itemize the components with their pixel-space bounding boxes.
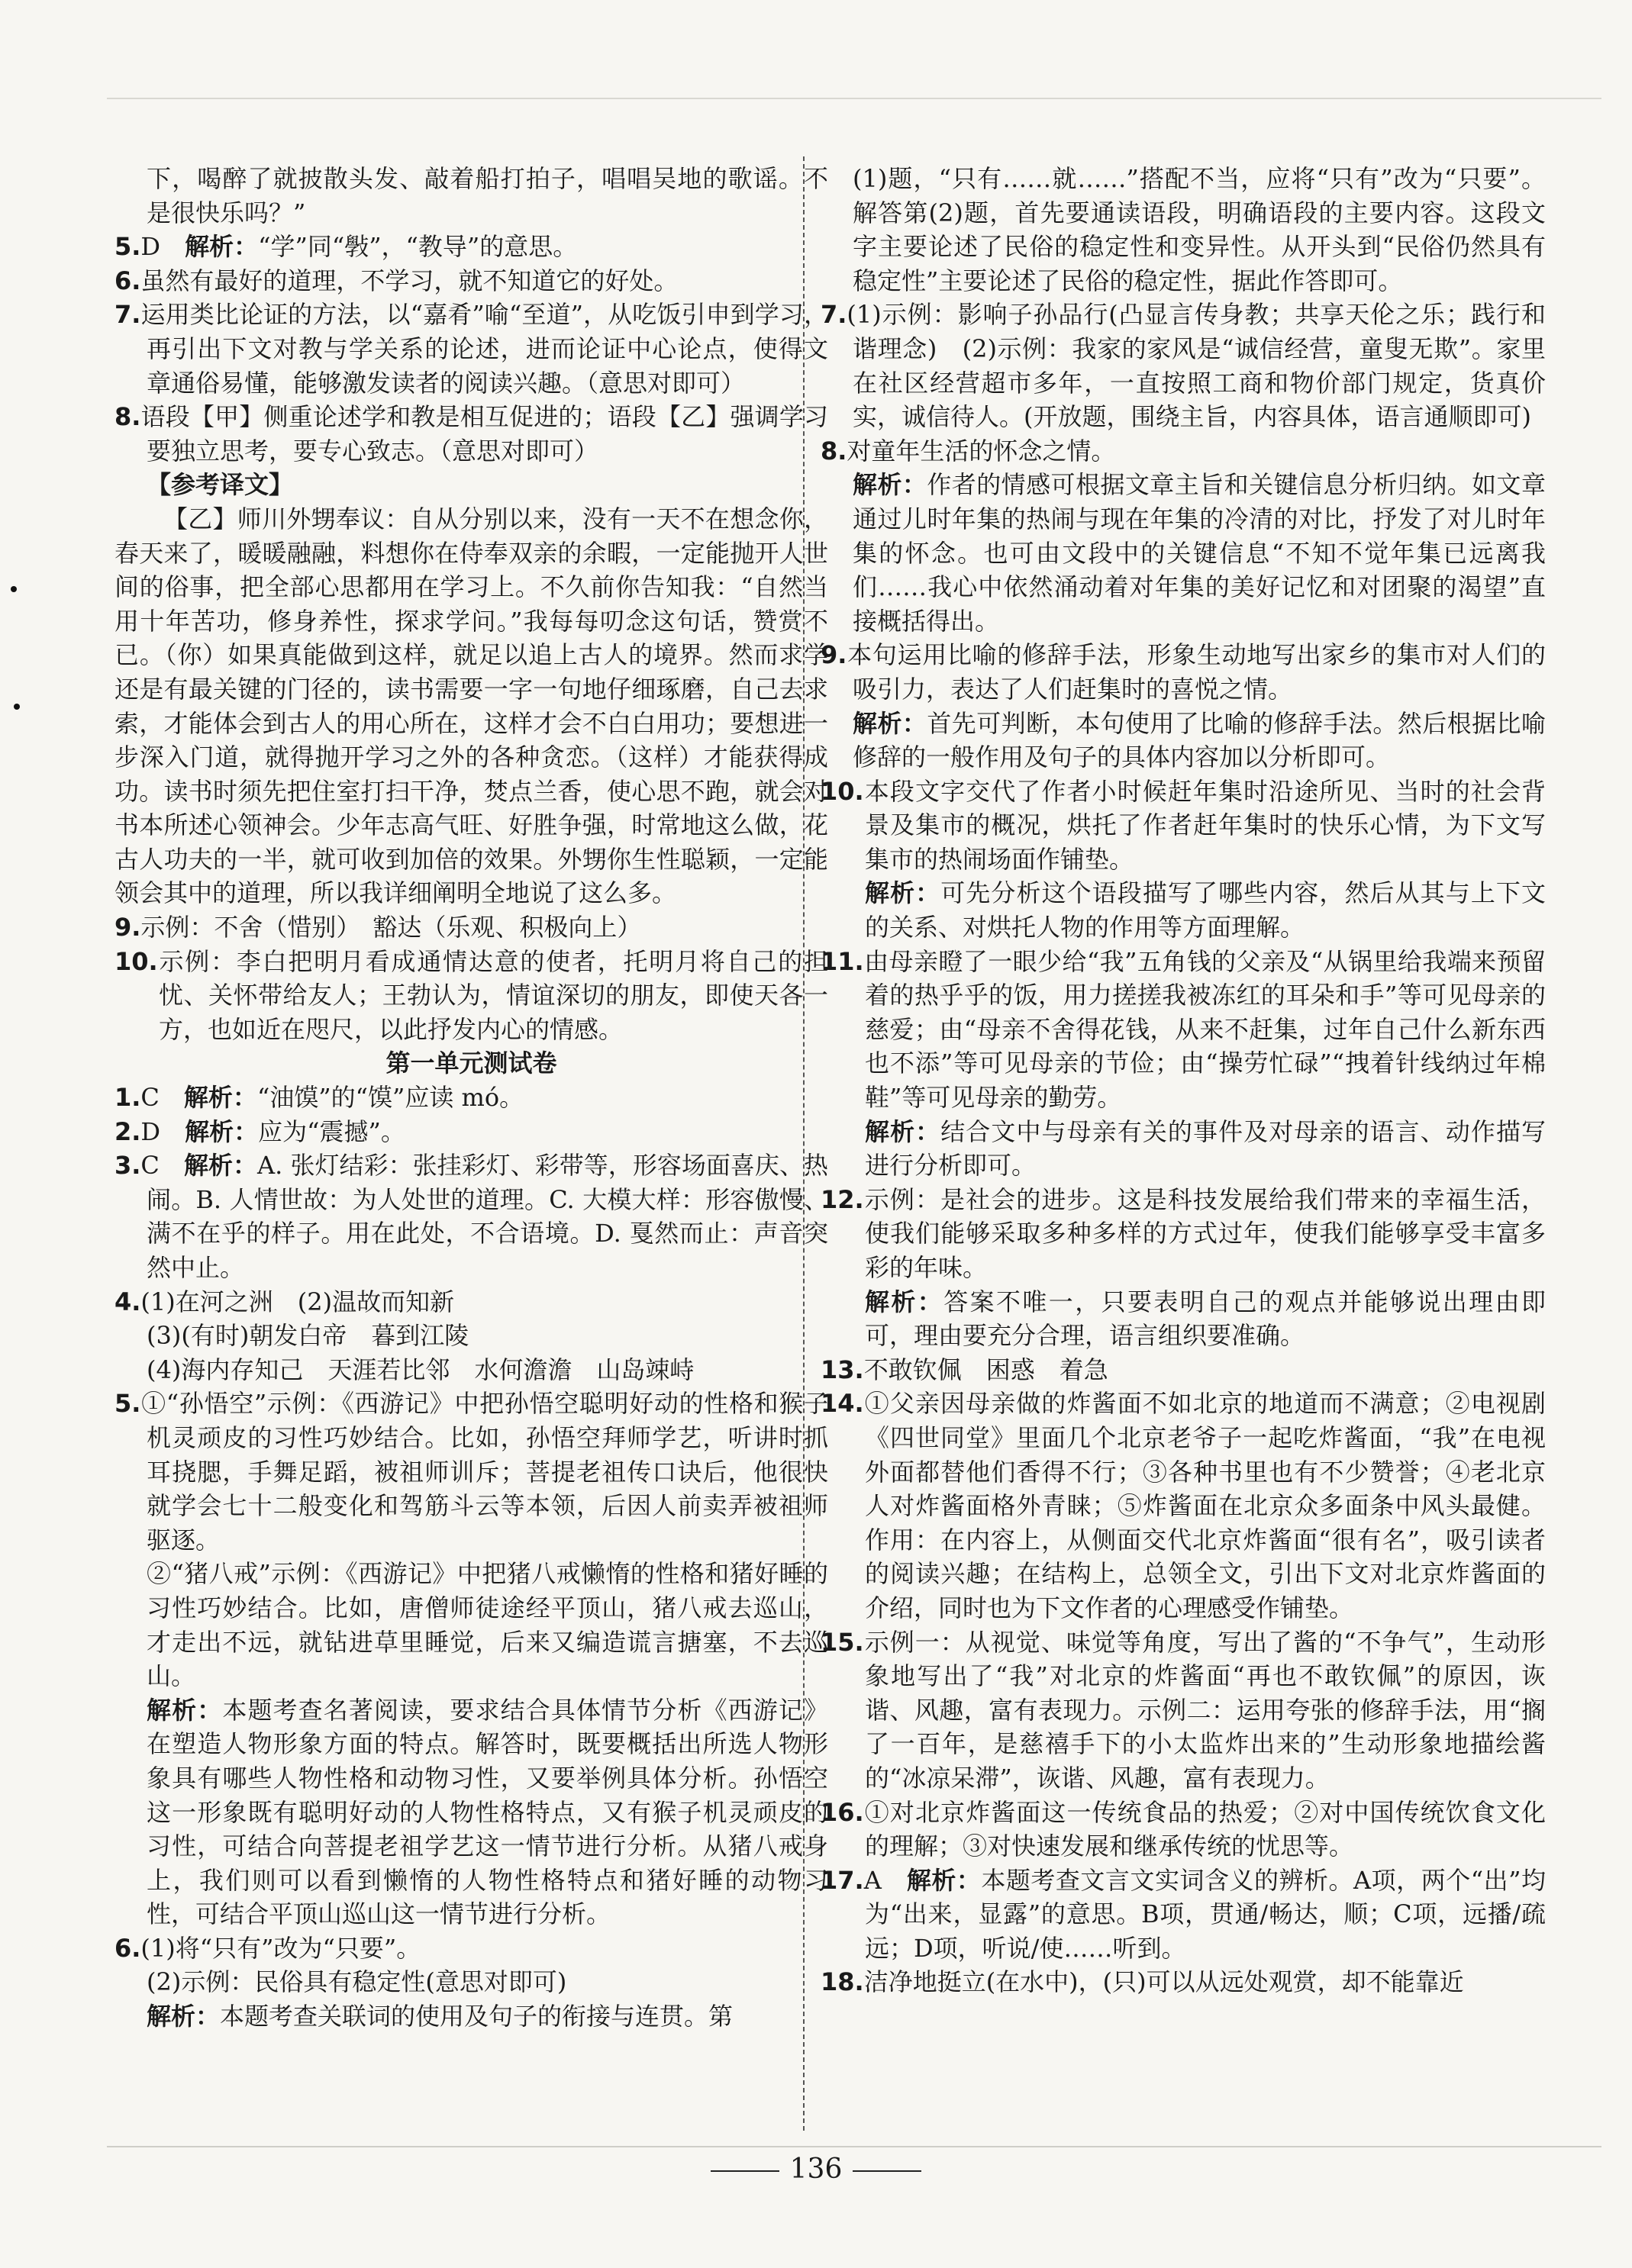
answer-text: 语段【甲】侧重论述学和教是相互促进的；语段【乙】强调学习要独立思考，要专心致志。（意思对即可） xyxy=(140,402,828,466)
page-number-text: 136 xyxy=(789,2154,843,2185)
answer-paragraph xyxy=(114,1115,828,1149)
footer-rule xyxy=(107,2146,1601,2147)
answer-paragraph xyxy=(821,434,1546,469)
answer-paragraph xyxy=(114,1353,828,1387)
answer-text: 由母亲瞪了一眼少给“我”五角钱的父亲及“从锅里给我端来预留着的热乎乎的饭，用力搓搓我被冻红的耳朵和手”等可见母亲的慈爱；由“母亲不舍得花钱，从来不赶集，过年自己什么新东西也不添”等可见母亲的节俭；由“操劳忙碌”“拽着针线纳过年棉鞋”等可见母亲的勤劳。 xyxy=(863,946,1546,1113)
answer-paragraph xyxy=(114,264,828,298)
answer-text: 示例：李白把明月看成通情达意的使者，托明月将自己的担忧、关怀带给友人；王勃认为，情谊深切的朋友，即使天各一方，也如近在咫尺，以此抒发内心的情感。 xyxy=(157,946,828,1044)
question-number: 4. xyxy=(114,1287,141,1316)
margin-mark xyxy=(14,704,20,710)
answer-paragraph xyxy=(821,1387,1546,1625)
analysis-text: “油馍”的“馍”应读 mó。 xyxy=(256,1083,524,1113)
question-number: 13. xyxy=(821,1355,864,1384)
answer-paragraph xyxy=(821,298,1546,433)
answer-text: 运用类比论证的方法，以“嘉肴”喻“至道”，从吃饭引申到学习，再引出下文对教与学关系的论述，进而论证中心论点，使得文章通俗易懂，能够激发读者的阅读兴趣。（意思对即可） xyxy=(140,300,828,398)
page-number xyxy=(0,2154,1632,2185)
answer-paragraph xyxy=(114,1387,828,1557)
answer-text: (3)(有时)朝发白帝 暮到江陵 xyxy=(147,1321,469,1351)
analysis-text: 应为“震撼”。 xyxy=(258,1116,405,1146)
analysis-label: 解析： xyxy=(865,878,941,908)
answer-text: 对童年生活的怀念之情。 xyxy=(847,436,1116,466)
answer-text: (1)将“只有”改为“只要”。 xyxy=(140,1933,421,1963)
answer-text: (2)示例：民俗具有稳定性(意思对即可) xyxy=(147,1967,567,1997)
answer-paragraph xyxy=(114,1285,828,1319)
answer-text: 示例一：从视觉、味觉等角度，写出了酱的“不争气”，生动形象地写出了“我”对北京的炸酱面“再也不敢钦佩”的原因，诙谐、风趣，富有表现力。示例二：运用夸张的修辞手法，用“搁了一百年，是慈禧手下的小太监炸出来的”生动形象地描绘酱的“冰凉呆滞”，诙谐、风趣，富有表现力。 xyxy=(863,1627,1546,1793)
analysis-label: 解析： xyxy=(183,1151,258,1181)
question-number: 5. xyxy=(114,232,141,262)
answer-text: D xyxy=(140,232,185,262)
answer-paragraph xyxy=(821,1285,1546,1353)
analysis-label: 解析： xyxy=(853,470,927,500)
answer-paragraph xyxy=(821,468,1546,638)
answer-text: 本句运用比喻的修辞手法，形象生动地写出家乡的集市对人们的吸引力，表达了人们赶集时的喜悦之情。 xyxy=(847,640,1546,704)
answer-text: 第一单元测试卷 xyxy=(385,1049,557,1078)
answer-text: 【乙】师川外甥奉议：自从分别以来，没有一天不在想念你，春天来了，暖暖融融，料想你在侍奉双亲的余暇，一定能抛开人世间的俗事，把全部心思都用在学习上。不久前你告知我：“自然当用十年苦功，修身养性，探求学问。”我每每叨念这句话，赞赏不已。（你）如果真能做到这样，就足以追上古人的境界。然而求学还是有最关键的门径的，读书需要一字一句地仔细琢磨，自己去求索，才能体会到古人的用心所在，这样才会不白白用功；要想进一步深入门道，就得抛开学习之外的各种贪恋。（这样）才能获得成功。读书时须先把住室打扫干净，焚点兰香，使心思不跑，就会对书本所述心领神会。少年志高气旺、好胜争强，时常地这么做，花古人功夫的一半，就可收到加倍的效果。外甥你生性聪颖，一定能领会其中的道理，所以我详细阐明全地说了这么多。 xyxy=(114,504,828,908)
answer-text: ①父亲因母亲做的炸酱面不如北京的地道而不满意；②电视剧《四世同堂》里面几个北京老爷子一起吃炸酱面，“我”在电视外面都替他们香得不行；③各种书里也有不少赞誉；④老北京人对炸酱面格外青睐；⑤炸酱面在北京众多面条中风头最健。作用：在内容上，从侧面交代北京炸酱面“很有名”，吸引读者的阅读兴趣；在结构上，总领全文，引出下文对北京炸酱面的介绍，同时也为下文作者的心理感受作铺垫。 xyxy=(863,1389,1546,1622)
answer-paragraph xyxy=(821,1183,1546,1285)
answer-paragraph xyxy=(821,945,1546,1115)
answer-paragraph xyxy=(114,162,828,230)
answer-text: 不敢钦佩 困惑 着急 xyxy=(863,1355,1108,1384)
section-title xyxy=(114,1046,828,1081)
answer-paragraph xyxy=(821,707,1546,775)
answer-paragraph xyxy=(114,1965,828,1999)
analysis-label: 解析： xyxy=(906,1865,982,1895)
analysis-text: 首先可判断，本句使用了比喻的修辞手法。然后根据比喻修辞的一般作用及句子的具体内容加以分析即可。 xyxy=(853,708,1546,772)
answer-text: 下，喝醉了就披散头发、敲着船打拍子，唱唱吴地的歌谣。不是很快乐吗？” xyxy=(147,164,828,227)
answer-paragraph xyxy=(114,1319,828,1353)
question-number: 6. xyxy=(114,1933,141,1963)
answer-paragraph xyxy=(114,1557,828,1693)
answer-paragraph xyxy=(821,1796,1546,1864)
analysis-text: 本题考查名著阅读，要求结合具体情节分析《西游记》在塑造人物形象方面的特点。解答时，既要概括出所选人物形象具有哪些人物性格和动物习性，又要举例具体分析。孙悟空这一形象既有聪明好动的人物性格特点，又有猴子机灵顽皮的习性，可结合向菩提老祖学艺这一情节进行分析。从猪八戒身上，我们则可以看到懒惰的人物性格特点和猪好睡的动物习性，可结合平顶山巡山这一情节进行分析。 xyxy=(147,1695,828,1929)
analysis-label: 解析： xyxy=(865,1287,944,1316)
answer-paragraph xyxy=(114,910,828,945)
answer-paragraph xyxy=(114,298,828,400)
page-number-dash-left xyxy=(711,2170,779,2172)
question-number: 5. xyxy=(114,1389,141,1419)
answer-paragraph xyxy=(114,1693,828,1931)
answer-text: (1)在河之洲 (2)温故而知新 xyxy=(140,1287,455,1316)
answer-text: 本段文字交代了作者小时候赶年集时沿途所见、当时的社会背景及集市的概况，烘托了作者赶年集时的快乐心情，为下文写集市的热闹场面作铺垫。 xyxy=(863,776,1546,874)
analysis-text: 结合文中与母亲有关的事件及对母亲的语言、动作描写进行分析即可。 xyxy=(865,1116,1546,1181)
answer-paragraph xyxy=(821,1965,1546,1999)
answer-text: C xyxy=(140,1083,184,1113)
answer-text: ①“孙悟空”示例：《西游记》中把孙悟空聪明好动的性格和猴子机灵顽皮的习性巧妙结合。比如，孙悟空拜师学艺，听讲时抓耳挠腮，手舞足蹈，被祖师训斥；菩提老祖传口诀后，他很快就学会七十二般变化和驾筋斗云等本领，后因人前卖弄被祖师驱逐。 xyxy=(140,1389,828,1554)
answer-paragraph xyxy=(114,945,828,1047)
question-number: 8. xyxy=(114,402,141,432)
question-number: 2. xyxy=(114,1116,141,1146)
answer-paragraph xyxy=(821,1625,1546,1796)
question-number: 9. xyxy=(114,913,141,942)
right-column xyxy=(821,162,1546,1999)
question-number: 15. xyxy=(821,1627,864,1657)
header-rule xyxy=(107,98,1601,99)
analysis-label: 解析： xyxy=(853,708,927,738)
answer-paragraph xyxy=(821,1353,1546,1387)
analysis-label: 解析： xyxy=(147,2002,221,2031)
question-number: 8. xyxy=(821,436,847,466)
analysis-label: 解析： xyxy=(185,1116,259,1146)
answer-text: 虽然有最好的道理，不学习，就不知道它的好处。 xyxy=(140,266,679,295)
answer-paragraph xyxy=(114,1148,828,1284)
answer-paragraph xyxy=(821,775,1546,877)
analysis-text: 本题考查关联词的使用及句子的衔接与连贯。第 xyxy=(220,2002,734,2031)
analysis-text: 答案不唯一，只要表明自己的观点并能够说出理由即可，理由要充分合理，语言组织要准确。 xyxy=(865,1287,1546,1351)
answer-text: D xyxy=(140,1116,185,1146)
question-number: 7. xyxy=(821,300,847,330)
question-number: 6. xyxy=(114,266,141,295)
answer-paragraph xyxy=(114,1081,828,1115)
answer-text: 【参考译文】 xyxy=(147,470,294,500)
answer-text: 洁净地挺立(在水中)，(只)可以从远处观赏，却不能靠近 xyxy=(863,1967,1464,1997)
margin-mark xyxy=(11,586,17,592)
analysis-label: 解析： xyxy=(865,1116,941,1146)
question-number: 14. xyxy=(821,1389,864,1419)
analysis-text: 可先分析这个语段描写了哪些内容，然后从其与上下文的关系、对烘托人物的作用等方面理解。 xyxy=(865,878,1546,942)
question-number: 11. xyxy=(821,946,864,976)
answer-text: A xyxy=(863,1865,907,1895)
answer-paragraph xyxy=(114,502,828,910)
reference-translation-heading xyxy=(114,468,828,502)
question-number: 10. xyxy=(114,946,158,976)
answer-paragraph xyxy=(114,400,828,468)
column-divider xyxy=(803,156,805,2131)
question-number: 7. xyxy=(114,300,141,330)
answer-paragraph xyxy=(821,162,1546,298)
analysis-label: 解析： xyxy=(183,1083,257,1113)
question-number: 1. xyxy=(114,1083,141,1113)
analysis-label: 解析： xyxy=(185,232,259,262)
analysis-text: 本题考查文言文实词含义的辨析。A项，两个“出”均为“出来，显露”的意思。B项，贯通/畅达，顺；C项，远播/疏远；D项，听说/使……听到。 xyxy=(865,1865,1546,1963)
analysis-text: 作者的情感可根据文章主旨和关键信息分析归纳。如文章通过儿时年集的热闹与现在年集的冷清的对比，抒发了对儿时年集的怀念。也可由文段中的关键信息“不知不觉年集已远离我们……我心中依然涌动着对年集的美好记忆和对团聚的渴望”直接概括得出。 xyxy=(853,470,1546,636)
answer-paragraph xyxy=(821,638,1546,706)
answer-paragraph xyxy=(114,1931,828,1966)
answer-text: 示例：不舍（惜别） 豁达（乐观、积极向上） xyxy=(140,913,642,942)
answer-paragraph xyxy=(821,1115,1546,1183)
answer-paragraph xyxy=(114,1999,828,2034)
answer-text: (4)海内存知己 天涯若比邻 水何澹澹 山岛竦峙 xyxy=(147,1355,695,1384)
question-number: 3. xyxy=(114,1151,141,1181)
question-number: 10. xyxy=(821,776,864,806)
question-number: 18. xyxy=(821,1967,864,1997)
answer-paragraph xyxy=(821,1864,1546,1966)
page-number-dash-right xyxy=(853,2170,921,2172)
question-number: 12. xyxy=(821,1184,864,1214)
answer-text: (1)示例：影响子孙品行(凸显言传身教；共享天伦之乐；践行和谐理念) (2)示例：我家的家风是“诚信经营，童叟无欺”。家里在社区经营超市多年，一直按照工商和物价部门规定，货真价实，诚信待人。(开放题，围绕主旨，内容具体，语言通顺即可) xyxy=(847,300,1546,432)
question-number: 17. xyxy=(821,1865,864,1895)
analysis-text: “学”同“斅”，“教导”的意思。 xyxy=(258,232,578,262)
answer-text: 示例：是社会的进步。这是科技发展给我们带来的幸福生活，使我们能够采取多种多样的方式过年，使我们能够享受丰富多彩的年味。 xyxy=(863,1184,1546,1282)
answer-text: C xyxy=(140,1151,184,1181)
answer-text: ①对北京炸酱面这一传统食品的热爱；②对中国传统饮食文化的理解；③对快速发展和继承传统的忧思等。 xyxy=(863,1797,1546,1861)
answer-text: (1)题，“只有……就……”搭配不当，应将“只有”改为“只要”。解答第(2)题，首先要通读语段，明确语段的主要内容。这段文字主要论述了民俗的稳定性和变异性。从开头到“民俗仍然具有稳定性”主要论述了民俗的稳定性，据此作答即可。 xyxy=(853,164,1546,295)
question-number: 16. xyxy=(821,1797,864,1827)
left-column xyxy=(114,162,828,2034)
answer-paragraph xyxy=(821,876,1546,944)
analysis-text: A. 张灯结彩：张挂彩灯、彩带等，形容场面喜庆、热闹。B. 人情世故：为人处世的道理。C. 大模大样：形容傲慢、满不在乎的样子。用在此处，不合语境。D. 戛然而止：声音突然中止。 xyxy=(147,1151,828,1282)
answer-text: ②“猪八戒”示例：《西游记》中把猪八戒懒惰的性格和猪好睡的习性巧妙结合。比如，唐僧师徒途经平顶山，猪八戒去巡山，才走出不远，就钻进草里睡觉，后来又编造谎言搪塞，不去巡山。 xyxy=(147,1559,828,1691)
question-number: 9. xyxy=(821,640,847,670)
analysis-label: 解析： xyxy=(147,1695,223,1725)
answer-paragraph xyxy=(114,230,828,264)
